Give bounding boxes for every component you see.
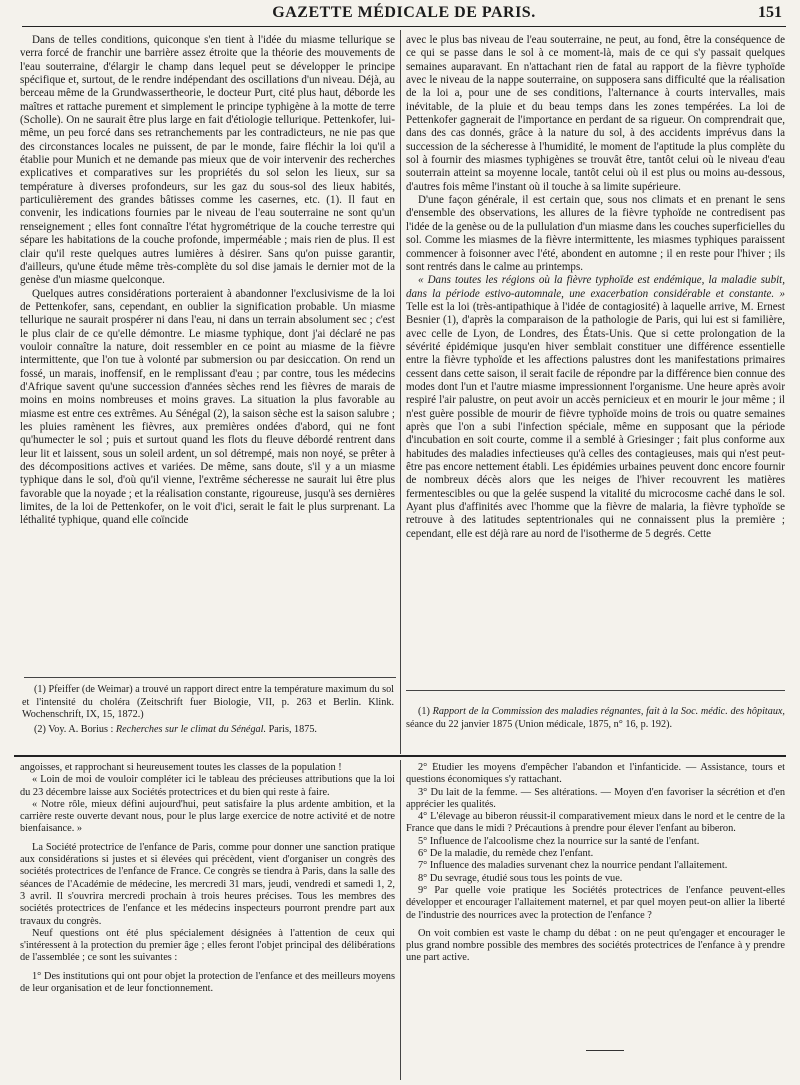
paragraph <box>406 274 785 541</box>
paragraph-text: Telle est la loi (très-antipathique à l'idée de contagiosité) à laquelle arrive, M. Ernest Besnier (1), d'après la comparaison de la pathologie de Paris, qui lui est si familière, avec celle de Lyon, de Londres, des États-Unis. Que si cette prolongation de la sévérité épidémique jusqu'en hiver semblait constituer une différence essentielle entre la fièvre typhoïde et les affections palustres dont les manifestations primaires cessent dans cette saison, il serait facile de répondre par la différence bien connue des modes dont l'un et l'autre miasme impressionnent l'organisme. Une heure après avoir respiré l'air palustre, on peut avoir un accès pernicieux et en mourir le jour même ; il n'est guère possible de mourir de fièvre typhoïde moins de trois ou quatre semaines après que l'on a subi l'infection spéciale, même en supposant que la période d'incubation en soit courte, comme il a semblé à Griesinger ; fait plus conforme aux habitudes des maladies infectieuses qu'à celles des contagieuses, mais qui n'est peut-être pas encore nettement établi. Les épidémies urbaines peuvent donc encore fournir de nombreux décès alors que les neiges de l'hiver recouvrent les matières fermentescibles ou que la gelée suspend la vitalité du microcosme caché dans le sol. Ayant plus d'affinités avec l'homme que la fièvre de malaria, la fièvre typhoïde se retrouve à des latitudes septentrionales qui ne connaissent plus la première ; cependant, elle est déjà rare au nord de l'isotherme de 5 degrés. Cette <box>406 300 785 540</box>
footnote-text: séance du 22 janvier 1875 (Union médicale, 1875, n° 16, p. 192). <box>406 718 673 730</box>
journal-title: GAZETTE MÉDICALE DE PARIS. <box>272 4 536 21</box>
paragraph: « Loin de moi de vouloir compléter ici le tableau des précieuses attributions que la loi du 23 décembre laisse aux Sociétés protectrices et du bien qui reste à faire. <box>20 774 395 798</box>
footnote-text: (1) <box>418 706 433 717</box>
paragraph: D'une façon générale, il est certain que, sous nos climats et en prenant le sens d'ensemble des observations, les allures de la fièvre typhoïde ne contredisent pas l'idée de la genèse ou de la pullulation d'un miasme dans les couches superficielles du sol. Comme les miasmes de la fièvre intermittente, les miasmes typhiques paraissent commencer à foisonner avec l'été, abondent en automne ; il en reste pour l'hiver ; ils sont rentrés dans le calme au printemps. <box>406 194 785 273</box>
paragraph: Quelques autres considérations porteraient à abandonner l'exclusivisme de la loi de Pettenkofer, sans, cependant, en oublier la signification probable. Un miasme tellurique ne saurait prospérer ni dans l'eau, ni dans un terrain absolument sec ; c'est le plus clair de ce qu'elle démontre. Le miasme typhique, dont j'ai déclaré ne pas vouloir connaître la nature, doit ressembler en ce point au miasme de la fièvre intermittente, que l'on tue à volonté par submersion ou par desiccation. On rend un fossé, un marais, inoffensif, en le remplissant d'eau ; par contre, tous les médecins d'Afrique savent qu'une succession d'années sèches rend les fièvres de marais de moins en moins nombreuses et moins graves. La situation la plus favorable au miasme est entre ces extrêmes. Au Sénégal (2), la saison sèche est la saison salubre ; les pluies ramènent les fièvres, aux premières ondées d'abord, qui ne font qu'humecter le sol ; puis et surtout quand les flots du fleuve débordé rentrent dans leur lit et laissent, sous un soleil ardent, un sol détrempé, mais non noyé, se prêter à des décompositions actives et variées. De même, sans doute, s'il y a un miasme typhique dans le sol, d'où qu'il vienne, l'extrême sécheresse ne saurait lui être plus favorable que la noyade ; et la réalisation constante, rigoureuse, jusqu'à ses dernières limites, de la loi de Pettenkofer, on le voit d'ici, serait le fait le plus surprenant. La léthalité typhique, quand elle coïncide <box>20 287 395 527</box>
article-column-left <box>20 34 395 672</box>
footnote-title: Rapport de la Commission des maladies régnantes, fait à la Soc. médic. des hôpitaux, <box>432 706 785 717</box>
paragraph: angoisses, et rapprochant si heureusement toutes les classes de la population ! <box>20 762 342 773</box>
footnote-rule <box>406 690 785 691</box>
footnote <box>22 724 394 737</box>
article-column-right <box>406 34 785 672</box>
page-header <box>22 2 786 27</box>
question-item: 6° De la maladie, du remède chez l'enfant. <box>418 848 594 860</box>
paragraph: La Société protectrice de l'enfance de Paris, comme pour donner une sanction pratique aux considérations si justes et si élevées qui précèdent, vient d'organiser un congrès des sociétés protectrices de l'enfance de France. Ce congrès se tiendra à Paris, dans la salle des séances de l'Académie de médecine, les mercredi 31 mars, jeudi, vendredi et samedi 1, 2, 3 avril. Il s'ouvrira mercredi prochain à trois heures précises. Tous les membres des sociétés protectrices de l'enfance et les médecins inspecteurs pourront prendre part aux travaux du congrès. <box>20 841 395 927</box>
footnotes-right <box>406 706 785 746</box>
footnote-text: Paris, 1875. <box>266 723 317 735</box>
footnotes-left <box>22 684 394 750</box>
news-column-left <box>20 762 395 1080</box>
question-item: 9° Par quelle voie pratique les Sociétés protectrices de l'enfance peuvent-elles développer et encourager l'allaitement maternel, et par quel moyen peut-on allier la liberté de l'industrie des nourrices avec la protection de l'enfance ? <box>406 884 785 921</box>
footnote-text: (2) Voy. A. Borius : <box>34 723 116 735</box>
end-rule <box>586 1050 624 1051</box>
column-divider <box>400 30 401 754</box>
column-divider <box>400 760 401 1080</box>
page-number: 151 <box>758 4 782 21</box>
question-item: 1° Des institutions qui ont pour objet la protection de l'enfance et des meilleurs moyens de leur organisation et de leur fonctionnement. <box>20 970 395 995</box>
paragraph: « Notre rôle, mieux défini aujourd'hui, peut satisfaire la plus ardente ambition, et la carrière reste ouverte devant nous, pour le plus large exercice de notre activité et de notre bienfaisance. » <box>20 798 395 835</box>
quote: « Dans toutes les régions où la fièvre typhoïde est endémique, la maladie subit, dans la période estivo-automnale, une exacerbation considérable et constante. » <box>406 274 785 300</box>
footnote-title: Recherches sur le climat du Sénégal. <box>115 723 267 735</box>
paragraph: avec le plus bas niveau de l'eau souterraine, ne peut, au fond, être la conséquence de ce qui se passe dans le sol à ce moment-là, mais de ce qui s'y passait quelques semaines auparavant. En n'attachant rien de fatal au rapport de la fièvre typhoïde avec le niveau de la nappe souterraine, on supposera sans difficulté que la réalisation de la loi a, pour une de ses conditions, l'alternance à courts intervalles, mais inévitable, de la pluie et du beau temps dans les zones tempérées. La loi de Pettenkofer gagnerait de l'importance en perdant de sa rigueur. On comprendrait que, dans des cas donnés, grâce à la nature du sol, à des accidents imprévus dans la succession de la sécheresse à l'humidité, le moment de l'aptitude la plus complète du sol à fournir des miasmes typhigènes se trouvât être, tantôt celui où le niveau d'eau souterrain atteint sa moyenne locale, tantôt celui où il est plus ou moins au-dessous, d'autres fois même l'instant où il touche à sa limite supérieure. <box>406 34 785 193</box>
paragraph: Neuf questions ont été plus spécialement désignées à l'attention de ceux qui s'intéressent à la protection du premier âge ; elles feront l'objet principal des délibérations de l'assemblée ; ce sont les suivantes : <box>20 927 395 964</box>
paragraph: Dans de telles conditions, quiconque s'en tient à l'idée du miasme tellurique se verra forcé de franchir une barrière assez étroite que la théorie des mouvements de l'eau souterraine, d'élargir le champ dans lequel peut se développer le principe spécifique et, surtout, de le rendre indépendant des oscillations d'un niveau. Déjà, au berceau même de la Grundwassertheorie, le docteur Purt, cité plus haut, déborde les maîtres et rattache purement et simplement le principe typhigène à la motte de terre (Scholle). On ne saurait être plus large en fait d'étiologie tellurique. Pettenkofer, lui-même, un peu forcé dans ses retranchements par les contradicteurs, ne nie pas que des circonstances locales ne puissent, de par le monde, faire fléchir la loi qu'il a établie pour Munich et ne demande pas mieux que de voir intervenir des recherches explicatives et comparatives sur les propriétés du sol selon les lieux, sur sa température à diverses profondeurs, sur les gaz du sous-sol des lieux habités, particulièrement des grandes bâtisses comme les casernes, etc. (1). Il faut en convenir, les indications fournies par le niveau de l'eau souterraine ne sont qu'un renseignement ; elles font connaître l'état hygrométrique de la couche terrestre qui sépare les habitations de la couche profonde, imperméable ; mais rien de plus. Il est clair qu'il reste quelques autres lumières à désirer. Sans qu'on puisse garantir, d'ailleurs, qu'une étude même très-complète du sol dise jamais le dernier mot de la genèse d'un miasme quelconque. <box>20 34 395 287</box>
question-item: 2° Étudier les moyens d'empêcher l'abandon et l'infanticide. — Assistance, tours et questions économiques s'y rattachant. <box>406 762 785 786</box>
news-column-right <box>406 762 785 1080</box>
footnote: (1) Pfeiffer (de Weimar) a trouvé un rapport direct entre la température maximum du sol et l'intensité du choléra (Zeitschrift fuer Biologie, VII, p. 263 et Berlin. Klink. Wochenschrift, IX, 15, 1872.) <box>22 684 394 721</box>
question-item: 3° Du lait de la femme. — Ses altérations. — Moyen d'en favoriser la sécrétion et d'en apprécier les qualités. <box>406 786 785 810</box>
question-item: 8° Du sevrage, étudié sous tous les points de vue. <box>418 872 623 884</box>
paragraph: On voit combien est vaste le champ du débat : on ne peut qu'engager et encourager le plus grand nombre possible des membres des sociétés protectrices de l'enfance à y prendre une part active. <box>406 927 785 964</box>
question-item: 7° Influence des maladies survenant chez la nourrice pendant l'allaitement. <box>418 860 728 872</box>
footnote <box>406 706 785 731</box>
section-divider <box>14 755 786 757</box>
question-item: 5° Influence de l'alcoolisme chez la nourrice sur la santé de l'enfant. <box>418 835 700 847</box>
question-item: 4° L'élevage au biberon réussit-il comparativement mieux dans le nord et le centre de la France que dans le midi ? Précautions à prendre pour élever l'enfant au biberon. <box>406 811 785 835</box>
footnote-rule <box>24 677 396 678</box>
